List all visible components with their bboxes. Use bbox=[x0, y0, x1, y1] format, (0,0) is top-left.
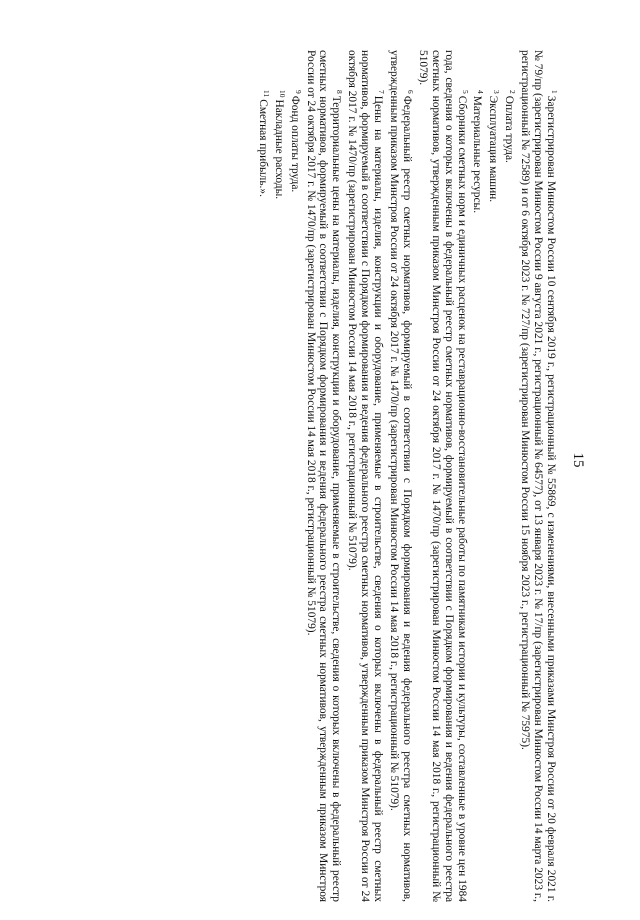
footnote-marker: 3 bbox=[492, 90, 502, 94]
footnote-4 bbox=[471, 50, 487, 902]
footnote-text: Федеральный реестр сметных нормативов, формируемый в соответствии с Порядком формирования и ведения федерального реестра сметных нормативов, утвержденным приказом Минстроя России от 24 октября 2017 г. № 1470/пр (зарегистрирован Минюстом России 14 мая 2018 г., регистрационный № 51079). bbox=[388, 50, 413, 902]
footnote-text: Сборники сметных норм и единичных расценок на реставрационно-восстановительные работы по памятникам истории и культуры, составленные в уровне цен 1984 года, сведения о которых включены в федеральный реестр сметных нормативов, формируемый в соответствии с Порядком формирования и ведения федерального реестра сметных нормативов, утвержденным приказом Минстроя России от 24 октября 2017 г. № 1470/пр (зарегистрирован Минюстом России 14 мая 2018 г., регистрационный № 51079). bbox=[416, 50, 468, 902]
footnote-9 bbox=[288, 50, 304, 902]
footnotes-block bbox=[256, 50, 560, 902]
page-number: 15 bbox=[570, 452, 586, 468]
footnote-marker: 6 bbox=[405, 90, 415, 94]
footnote-marker: 10 bbox=[277, 90, 287, 98]
footnote-3 bbox=[486, 50, 502, 902]
footnote-text: Территориальные цены на материалы, изделия, конструкции и оборудование, применяемые в строительстве, сведения о которых включены в федеральный реестр сметных нормативов, формируемый в соответствии с Порядком формирования и ведения федерального реестра сметных нормативов, утвержденным приказом Минстроя России от 24 октября 2017 г. № 1470/пр (зарегистрирован Минюстом России 14 мая 2018 г., регистрационный № 51079). bbox=[304, 50, 343, 902]
footnote-7 bbox=[345, 50, 387, 902]
footnote-marker: 9 bbox=[293, 90, 303, 94]
footnote-text: Материальные ресурсы. bbox=[471, 95, 484, 214]
footnote-11 bbox=[256, 50, 272, 902]
footnote-text: Оплата труда. bbox=[503, 95, 516, 163]
footnote-6 bbox=[387, 50, 416, 902]
footnote-text: Цены на материалы, изделия, конструкции и оборудование, применяемые в строительстве, сведения о которых включены в федеральный реестр сметных нормативов, формируемый в соответствии с Порядком формирования и ведения федерального реестра сметных нормативов, утвержденным приказом Минстроя России от 24 октября 2017 г. № 1470/пр (зарегистрирован Минюстом России 14 мая 2018 г., регистрационный № 51079). bbox=[346, 50, 385, 902]
footnote-10 bbox=[272, 50, 288, 902]
footnote-text: Зарегистрирован Минюстом России 10 сентября 2019 г., регистрационный № 55869, с изменениями, внесенными приказами Минстроя России от 20 февраля 2021 г. № 79/пр (зарегистрирован Минюстом России 9 августа 2021 г., регистрационный № 64577), от 13 января 2023 г. № 17/пр (зарегистрирован Минюстом России 14 марта 2023 г., регистрационный № 72589) и от 6 октября 2023 г. № 727/пр (зарегистрирован Минюстом России 15 ноября 2023 г., регистрационный № 75975). bbox=[519, 50, 557, 902]
footnote-text: Сметная прибыль.». bbox=[256, 99, 269, 197]
footnote-marker: 11 bbox=[261, 90, 271, 98]
footnote-marker: 8 bbox=[335, 90, 345, 94]
footnote-8 bbox=[304, 50, 346, 902]
footnote-1 bbox=[518, 50, 560, 902]
footnote-2 bbox=[502, 50, 518, 902]
footnote-marker: 5 bbox=[460, 90, 470, 94]
footnote-marker: 1 bbox=[550, 90, 559, 94]
footnote-marker: 7 bbox=[377, 90, 387, 94]
footnote-marker: 4 bbox=[476, 90, 486, 94]
footnote-5 bbox=[416, 50, 471, 902]
footnote-text: Фонд оплаты труда. bbox=[288, 95, 301, 193]
footnote-marker: 2 bbox=[508, 90, 518, 94]
footnote-text: Накладные расходы. bbox=[272, 99, 285, 200]
footnote-text: Эксплуатация машин. bbox=[487, 95, 500, 203]
